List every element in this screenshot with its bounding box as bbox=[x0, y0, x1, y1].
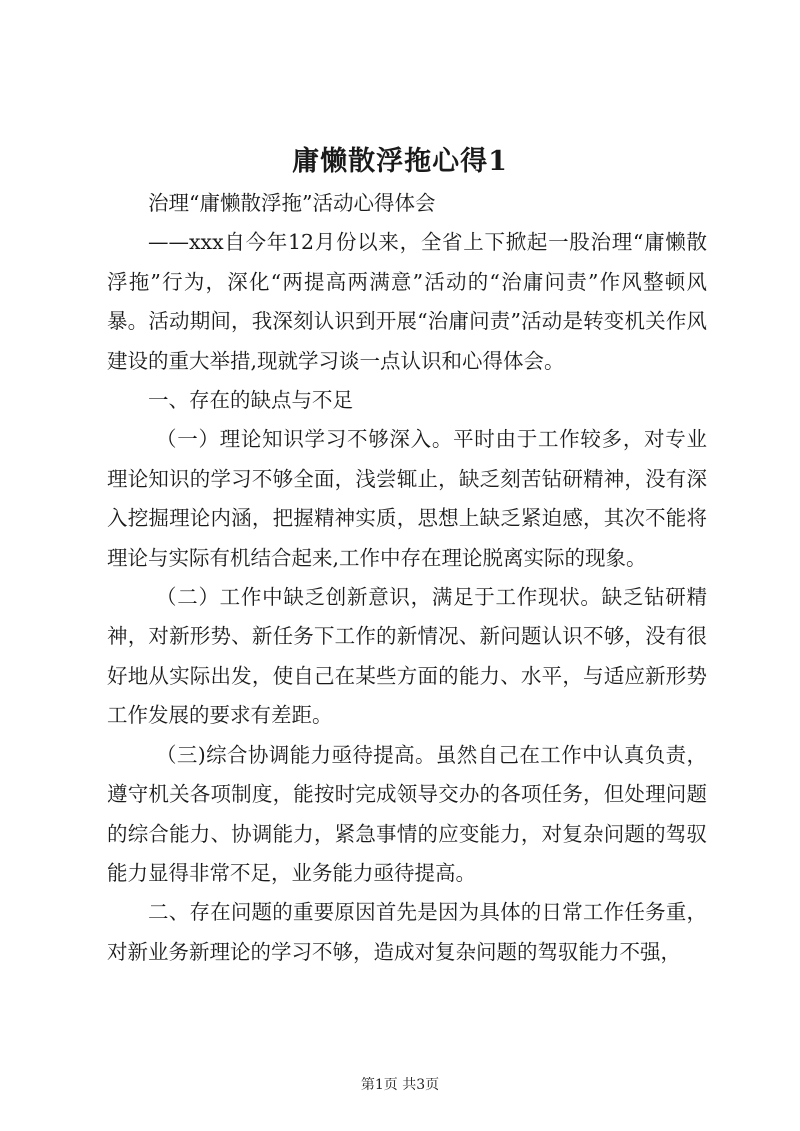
paragraph-point-3: （三)综合协调能力亟待提高。虽然自己在工作中认真负责，遵守机关各项制度，能按时完成领导交办的各项任务，但处理问题的综合能力、协调能力，紧急事情的应变能力，对复杂问题的驾驭能力显得非常不足，业务能力亟待提高。 bbox=[107, 742, 707, 885]
paragraph-point-1: （一）理论知识学习不够深入。平时由于工作较多，对专业理论知识的学习不够全面，浅尝辄止，缺乏刻苦钻研精神，没有深入挖掘理论内涵，把握精神实质，思想上缺乏紧迫感，其次不能将理论与实际有机结合起来,工作中存在理论脱离实际的现象。 bbox=[107, 427, 707, 570]
page-footer: 第1页 共3页 bbox=[360, 1077, 440, 1093]
paragraph-point-2: （二）工作中缺乏创新意识，满足于工作现状。缺乏钻研精神，对新形势、新任务下工作的新情况、新问题认识不够，没有很好地从实际出发，使自己在某些方面的能力、水平，与适应新形势工作发展的要求有差距。 bbox=[107, 585, 707, 728]
paragraph-subtitle: 治理“庸懒散浮拖”活动心得体会 bbox=[148, 191, 436, 215]
document-title: 庸懒散浮拖心得1 bbox=[292, 146, 508, 177]
heading-shortcomings: 一、存在的缺点与不足 bbox=[148, 388, 353, 413]
paragraph-causes: 二、存在问题的重要原因首先是因为具体的日常工作任务重，对新业务新理论的学习不够，造成对复杂问题的驾驭能力不强， bbox=[107, 900, 707, 964]
document-body bbox=[107, 184, 707, 972]
paragraph-intro: ——xxx自今年12月份以来，全省上下掀起一股治理“庸懒散浮拖”行为，深化“两提高两满意”活动的“治庸问责”作风整顿风暴。活动期间，我深刻认识到开展“治庸问责”活动是转变机关作风建设的重大举措,现就学习谈一点认识和心得体会。 bbox=[107, 230, 707, 373]
